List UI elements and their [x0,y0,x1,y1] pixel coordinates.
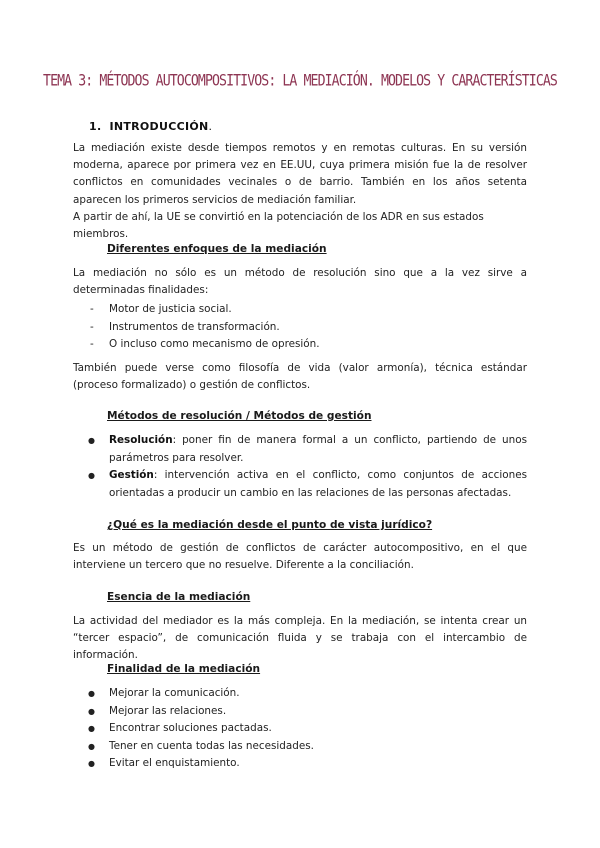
intro-paragraph-1: La mediación existe desde tiempos remotos y en remotas culturas. En su versión moderna, aparece por primera vez en EE.UU, cuya primera misión fue la de resolver conflictos en comunidades vecinales o de barrio. También en los años setenta aparecen los primeros servicios de mediación familiar. [73,142,527,206]
enfoques-list [73,301,527,354]
finalidad-list [73,685,527,773]
section-number: 1. [89,120,102,133]
juridico-paragraph: Es un método de gestión de conflictos de carácter autocompositivo, en el que interviene un tercero que no resuelve. Diferente a la conciliación. [73,542,527,572]
term-gestion-text: : intervención activa en el conflicto, como conjuntos de acciones orientadas a producir un cambio en las relaciones de las personas afectadas. [109,469,527,499]
subheading-enfoques: Diferentes enfoques de la mediación [107,243,327,255]
list-item: - Motor de justicia social. [73,301,527,319]
enfoques-after-paragraph: También puede verse como filosofía de vida (valor armonía), técnica estándar (proceso formalizado) o gestión de conflictos. [73,362,527,392]
list-item: ● Evitar el enquistamiento. [73,755,527,773]
term-resolucion-text: : poner fin de manera formal a un conflicto, partiendo de unos parámetros para resolver. [109,434,527,464]
term-gestion: Gestión [109,469,154,482]
document-title: TEMA 3: MÉTODOS AUTOCOMPOSITIVOS: LA MEDIACIÓN. MODELOS Y CARACTERÍSTICAS [43,72,557,91]
subheading-esencia: Esencia de la mediación [107,591,251,603]
list-item: ● Mejorar las relaciones. [73,703,527,721]
list-item: - Instrumentos de transformación. [73,319,527,337]
subheading-juridico: ¿Qué es la mediación desde el punto de vista jurídico? [107,519,433,531]
section-heading-introduccion [89,120,212,133]
subheading-metodos: Métodos de resolución / Métodos de gestión [107,410,372,422]
enfoques-paragraph: La mediación no sólo es un método de resolución sino que a la vez sirve a determinadas finalidades: [73,267,527,297]
esencia-paragraph: La actividad del mediador es la más compleja. En la mediación, se intenta crear un “tercer espacio”, de comunicación fluida y se trabaja con el intercambio de información. [73,615,527,662]
metodos-list [73,432,527,502]
section-heading-text: INTRODUCCIÓN [109,120,209,133]
list-item: ● Tener en cuenta todas las necesidades. [73,738,527,756]
list-item: - O incluso como mecanismo de opresión. [73,336,527,354]
list-item: ● Mejorar la comunicación. [73,685,527,703]
term-resolucion: Resolución [109,434,173,446]
subheading-finalidad: Finalidad de la mediación [107,663,261,675]
list-item [73,432,527,467]
intro-paragraph-2: A partir de ahí, la UE se convirtió en la potenciación de los ADR en sus estados miembros. [73,211,484,241]
list-item: ● Encontrar soluciones pactadas. [73,720,527,738]
list-item [73,467,527,502]
section-heading-suffix: . [208,120,213,133]
